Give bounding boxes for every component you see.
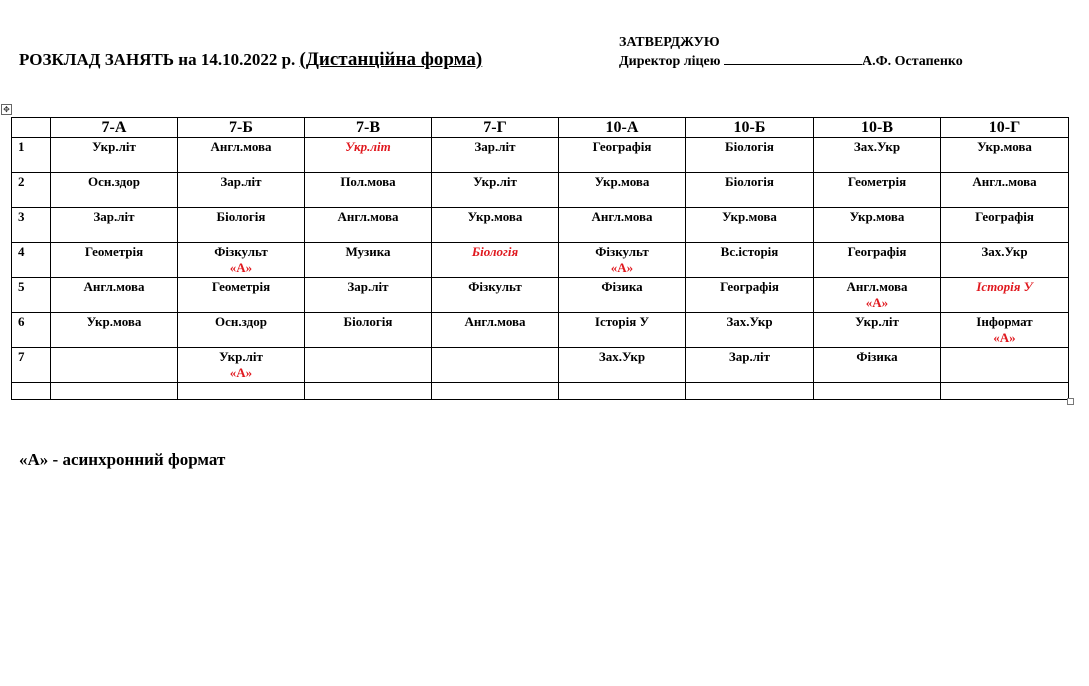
- lesson-cell: [51, 208, 178, 243]
- empty-cell: [814, 383, 941, 400]
- class-header: 7-В: [305, 118, 432, 138]
- async-marker: «А»: [229, 365, 253, 380]
- lesson-cell: [941, 173, 1069, 208]
- async-marker: «А»: [993, 330, 1016, 345]
- subject-label: Зах.Укр: [598, 349, 646, 364]
- subject-label: Укр.мова: [467, 209, 523, 224]
- subject-label: Біологія: [343, 314, 393, 329]
- async-marker: «А»: [610, 260, 634, 275]
- lesson-cell: [432, 348, 559, 383]
- subject-label: Англ.мова: [846, 279, 908, 294]
- subject-label: Фізика: [601, 279, 643, 294]
- subject-label: Укр.мова: [977, 139, 1032, 154]
- subject-label: Англ.мова: [464, 314, 526, 329]
- subject-label: Зах.Укр: [853, 139, 901, 154]
- table-row: [12, 278, 1069, 313]
- approval-block: [619, 33, 963, 71]
- empty-cell: [305, 383, 432, 400]
- subject-label: Географія: [720, 279, 779, 294]
- lesson-cell: [559, 173, 686, 208]
- lesson-cell: [814, 243, 941, 278]
- subject-label: Біологія: [216, 209, 266, 224]
- lesson-cell: [686, 173, 814, 208]
- subject-label: Фізика: [856, 349, 898, 364]
- lesson-cell: [814, 278, 941, 313]
- lesson-cell: [432, 313, 559, 348]
- lesson-cell: [814, 173, 941, 208]
- async-marker: «А»: [229, 260, 253, 275]
- subject-label: Музика: [345, 244, 391, 259]
- director-line: [619, 52, 963, 71]
- subject-label: Географія: [847, 244, 907, 259]
- empty-cell: [51, 383, 178, 400]
- lesson-cell: [686, 278, 814, 313]
- lesson-cell: [178, 173, 305, 208]
- table-row: [12, 348, 1069, 383]
- lesson-cell: [941, 243, 1069, 278]
- subject-label: Англ.мова: [337, 209, 399, 224]
- lesson-cell: [559, 208, 686, 243]
- lesson-cell: [432, 173, 559, 208]
- lesson-cell: [305, 208, 432, 243]
- subject-label: Історія У: [976, 279, 1033, 294]
- signature-line: [724, 53, 862, 65]
- subject-label: Географія: [975, 209, 1034, 224]
- lesson-cell: [941, 208, 1069, 243]
- empty-row: [12, 383, 1069, 400]
- subject-label: Укр.літ: [473, 174, 517, 189]
- subject-label: Зах.Укр: [726, 314, 773, 329]
- lesson-cell: [305, 138, 432, 173]
- subject-label: Зар.літ: [474, 139, 516, 154]
- subject-label: Біологія: [471, 244, 519, 259]
- lesson-cell: [178, 348, 305, 383]
- lesson-cell: [559, 313, 686, 348]
- class-header: 10-Г: [941, 118, 1069, 138]
- subject-label: Фізкульт: [595, 244, 649, 259]
- table-row: [12, 313, 1069, 348]
- class-header: 7-Г: [432, 118, 559, 138]
- class-header: 7-Б: [178, 118, 305, 138]
- subject-label: Англ..мова: [972, 174, 1037, 189]
- lesson-cell: [51, 278, 178, 313]
- class-header: 10-А: [559, 118, 686, 138]
- subject-label: Геометрія: [211, 279, 271, 294]
- lesson-cell: [432, 208, 559, 243]
- subject-label: Зар.літ: [347, 279, 389, 294]
- lesson-cell: [178, 243, 305, 278]
- subject-label: Зар.літ: [220, 174, 262, 189]
- subject-label: Укр.мова: [594, 174, 650, 189]
- lesson-cell: [178, 138, 305, 173]
- subject-label: Географія: [592, 139, 652, 154]
- lesson-cell: [432, 243, 559, 278]
- table-move-handle-icon[interactable]: ✥: [1, 104, 12, 115]
- lesson-cell: [686, 138, 814, 173]
- empty-cell: [432, 383, 559, 400]
- lesson-cell: [814, 208, 941, 243]
- empty-cell: [178, 383, 305, 400]
- lesson-cell: [686, 348, 814, 383]
- async-marker: «А»: [865, 295, 889, 310]
- subject-label: Англ.мова: [83, 279, 145, 294]
- lesson-cell: [814, 138, 941, 173]
- lesson-cell: [941, 348, 1069, 383]
- table-header-row: [12, 118, 1069, 138]
- table-row: [12, 208, 1069, 243]
- subject-label: Інформат: [976, 314, 1033, 329]
- subject-label: Осн.здор: [215, 314, 267, 329]
- subject-label: Укр.літ: [92, 139, 136, 154]
- table-row: [12, 138, 1069, 173]
- lesson-cell: [51, 348, 178, 383]
- lesson-cell: [432, 278, 559, 313]
- lesson-cell: [941, 138, 1069, 173]
- class-header: 10-Б: [686, 118, 814, 138]
- lesson-cell: [178, 313, 305, 348]
- subject-label: Укр.мова: [722, 209, 777, 224]
- empty-cell: [12, 383, 51, 400]
- lesson-cell: [305, 243, 432, 278]
- lesson-cell: [305, 173, 432, 208]
- lesson-cell: [559, 278, 686, 313]
- lesson-number: 2: [12, 173, 51, 208]
- subject-label: Історія У: [594, 314, 650, 329]
- empty-cell: [686, 383, 814, 400]
- lesson-cell: [686, 208, 814, 243]
- lesson-cell: [686, 243, 814, 278]
- subject-label: Геометрія: [84, 244, 144, 259]
- lesson-number: 5: [12, 278, 51, 313]
- director-label: Директор ліцею: [619, 54, 721, 69]
- table-row: [12, 173, 1069, 208]
- legend-note: «А» - асинхронний формат: [19, 450, 226, 469]
- subject-label: Укр.мова: [849, 209, 905, 224]
- empty-cell: [559, 383, 686, 400]
- header-corner: [12, 118, 51, 138]
- lesson-cell: [432, 138, 559, 173]
- subject-label: Укр.літ: [855, 314, 899, 329]
- table-row: [12, 243, 1069, 278]
- lesson-cell: [305, 278, 432, 313]
- subject-label: Зах.Укр: [981, 244, 1028, 259]
- subject-label: Біологія: [725, 174, 774, 189]
- subject-label: Біологія: [725, 139, 774, 154]
- lesson-cell: [559, 348, 686, 383]
- lesson-cell: [686, 313, 814, 348]
- lesson-cell: [941, 278, 1069, 313]
- empty-cell: [941, 383, 1069, 400]
- title-form: (Дистанційна форма): [299, 49, 483, 70]
- subject-label: Укр.літ: [345, 139, 391, 154]
- class-header: 7-А: [51, 118, 178, 138]
- subject-label: Укр.літ: [219, 349, 263, 364]
- lesson-number: 6: [12, 313, 51, 348]
- subject-label: Пол.мова: [340, 174, 396, 189]
- approve-label: ЗАТВЕРДЖУЮ: [619, 35, 720, 50]
- lesson-number: 3: [12, 208, 51, 243]
- lesson-cell: [178, 278, 305, 313]
- title-prefix: РОЗКЛАД ЗАНЯТЬ на 14.10.2022 р.: [19, 50, 296, 69]
- lesson-cell: [941, 313, 1069, 348]
- subject-label: Геометрія: [847, 174, 907, 189]
- lesson-cell: [51, 138, 178, 173]
- lesson-number: 7: [12, 348, 51, 383]
- subject-label: Укр.мова: [86, 314, 142, 329]
- schedule-table: [11, 117, 1069, 400]
- subject-label: Зар.літ: [93, 209, 135, 224]
- lesson-cell: [51, 173, 178, 208]
- lesson-number: 1: [12, 138, 51, 173]
- table-resize-handle[interactable]: [1067, 398, 1074, 405]
- subject-label: Осн.здор: [88, 174, 140, 189]
- subject-label: Фізкульт: [214, 244, 268, 259]
- lesson-cell: [305, 348, 432, 383]
- lesson-cell: [814, 313, 941, 348]
- subject-label: Зар.літ: [728, 349, 771, 364]
- lesson-cell: [51, 243, 178, 278]
- lesson-cell: [178, 208, 305, 243]
- director-name: А.Ф. Остапенко: [861, 54, 963, 69]
- lesson-cell: [51, 313, 178, 348]
- lesson-cell: [814, 348, 941, 383]
- class-header: 10-В: [814, 118, 941, 138]
- lesson-cell: [559, 243, 686, 278]
- lesson-number: 4: [12, 243, 51, 278]
- lesson-cell: [305, 313, 432, 348]
- lesson-cell: [559, 138, 686, 173]
- page-title: [19, 49, 482, 71]
- subject-label: Вс.історія: [720, 244, 779, 259]
- schedule-body: [12, 138, 1069, 400]
- subject-label: Англ.мова: [591, 209, 653, 224]
- subject-label: Фізкульт: [468, 279, 522, 294]
- subject-label: Англ.мова: [210, 139, 272, 154]
